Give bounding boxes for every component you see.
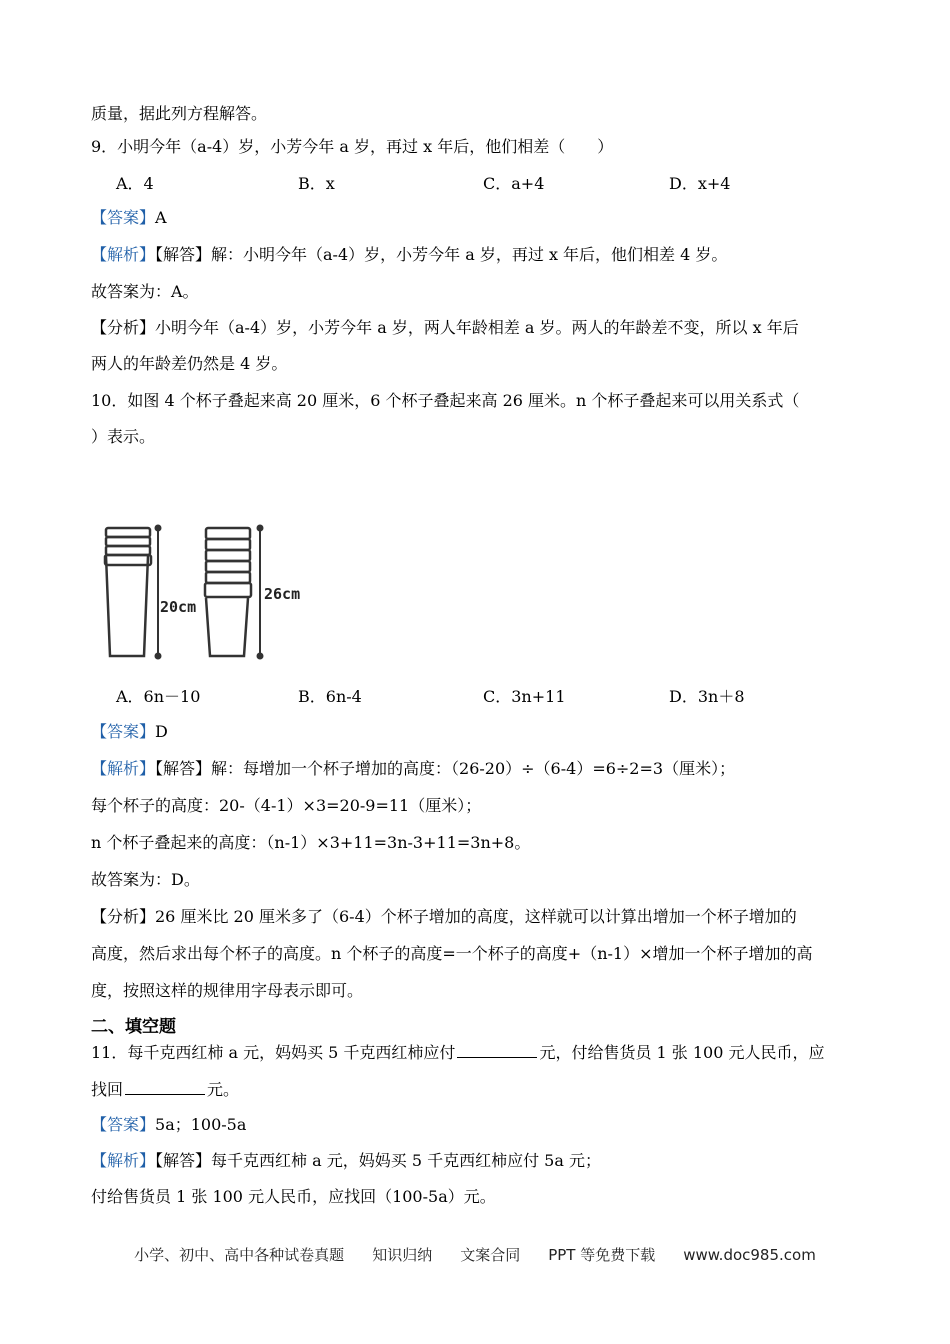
answer-tag: 【答案】 [91, 208, 156, 227]
analysis-text: 【解答】解：小明今年（a-4）岁，小芳今年 a 岁，再过 x 年后，他们相差 4 岁。 [155, 245, 728, 264]
q11-text-c: 找回 [91, 1080, 124, 1099]
q10-analysis [91, 758, 735, 780]
label-20cm: 20cm [160, 598, 197, 616]
cups-stack-6 [205, 528, 251, 656]
footer-text-4: PPT 等免费下载 [548, 1246, 656, 1264]
label-26cm: 26cm [264, 585, 301, 603]
answer-value: A [155, 208, 167, 227]
q10-option-c: C．3n+11 [483, 687, 566, 706]
q9-option-c: C．a+4 [483, 174, 545, 193]
footer-site-link[interactable]: www.doc985.com [683, 1246, 816, 1264]
q11-analysis [91, 1150, 601, 1172]
q10-step3: n 个杯子叠起来的高度：（n-1）×3+11=3n-3+11=3n+8。 [91, 833, 531, 852]
q11-step2: 付给售货员 1 张 100 元人民币，应找回（100-5a）元。 [91, 1187, 496, 1206]
q10-option-b: B．6n-4 [298, 687, 362, 706]
analysis-text: 【解答】每千克西红柿 a 元，妈妈买 5 千克西红柿应付 5a 元； [155, 1151, 601, 1170]
q11-text-b: 元，付给售货员 1 张 100 元人民币，应 [539, 1043, 825, 1062]
q9-conclusion: 故答案为：A。 [91, 282, 199, 301]
height-marker-20 [156, 526, 161, 659]
cups-stack-4 [105, 528, 151, 656]
question-10-line1: 10．如图 4 个杯子叠起来高 20 厘米，6 个杯子叠起来高 26 厘米。n 个杯子叠起来可以用关系式（ [91, 391, 800, 410]
analysis-tag: 【解析】 [91, 1151, 156, 1170]
section-heading: 二、填空题 [91, 1017, 176, 1037]
answer-blank-1 [457, 1041, 537, 1058]
analysis-text: 【解答】解：每增加一个杯子增加的高度：（26-20）÷（6-4）=6÷2=3（厘米）； [155, 759, 736, 778]
q11-answer [91, 1114, 246, 1136]
question-9: 9．小明今年（a-4）岁，小芳今年 a 岁，再过 x 年后，他们相差（ ） [91, 137, 614, 156]
q9-option-b: B．x [298, 174, 335, 193]
answer-tag: 【答案】 [91, 1115, 156, 1134]
q10-option-d: D．3n＋8 [669, 687, 745, 706]
question-11-line1 [91, 1041, 825, 1064]
cups-figure [100, 522, 320, 662]
q10-step2: 每个杯子的高度：20-（4-1）×3=20-9=11（厘米）； [91, 796, 482, 815]
q11-text-a: 11．每千克西红柿 a 元，妈妈买 5 千克西红柿应付 [91, 1043, 456, 1062]
answer-tag: 【答案】 [91, 722, 156, 741]
height-marker-26 [258, 526, 263, 659]
q10-option-a: A．6n－10 [116, 687, 201, 706]
question-11-line2 [91, 1078, 239, 1101]
q11-text-d: 元。 [207, 1080, 240, 1099]
q10-fenxi-line1: 【分析】26 厘米比 20 厘米多了（6-4）个杯子增加的高度，这样就可以计算出增加一个杯子增加的 [91, 907, 797, 926]
analysis-tag: 【解析】 [91, 759, 156, 778]
question-10-line2: ）表示。 [91, 427, 156, 446]
q9-analysis [91, 244, 727, 266]
q9-option-d: D．x+4 [669, 174, 731, 193]
footer-text-2: 知识归纳 [372, 1246, 433, 1264]
answer-blank-2 [125, 1078, 205, 1095]
footer-text-3: 文案合同 [460, 1246, 521, 1264]
answer-value: D [155, 722, 168, 741]
q9-fenxi-line2: 两人的年龄差仍然是 4 岁。 [91, 354, 288, 373]
q9-option-a: A．4 [116, 174, 154, 193]
footer-text-1: 小学、初中、高中各种试卷真题 [134, 1246, 345, 1264]
q9-fenxi-line1: 【分析】小明今年（a-4）岁，小芳今年 a 岁，两人年龄相差 a 岁。两人的年龄差不变，所以 x 年后 [91, 318, 799, 337]
q9-answer [91, 207, 167, 229]
page-footer [0, 1244, 950, 1265]
q10-conclusion: 故答案为：D。 [91, 870, 200, 889]
analysis-tag: 【解析】 [91, 245, 156, 264]
q10-fenxi-line3: 度，按照这样的规律用字母表示即可。 [91, 981, 364, 1000]
q10-fenxi-line2: 高度，然后求出每个杯子的高度。n 个杯子的高度=一个杯子的高度+（n-1）×增加一个杯子增加的高 [91, 944, 813, 963]
text-line: 质量，据此列方程解答。 [91, 104, 268, 123]
q10-answer [91, 721, 168, 743]
answer-value: 5a；100-5a [155, 1115, 247, 1134]
